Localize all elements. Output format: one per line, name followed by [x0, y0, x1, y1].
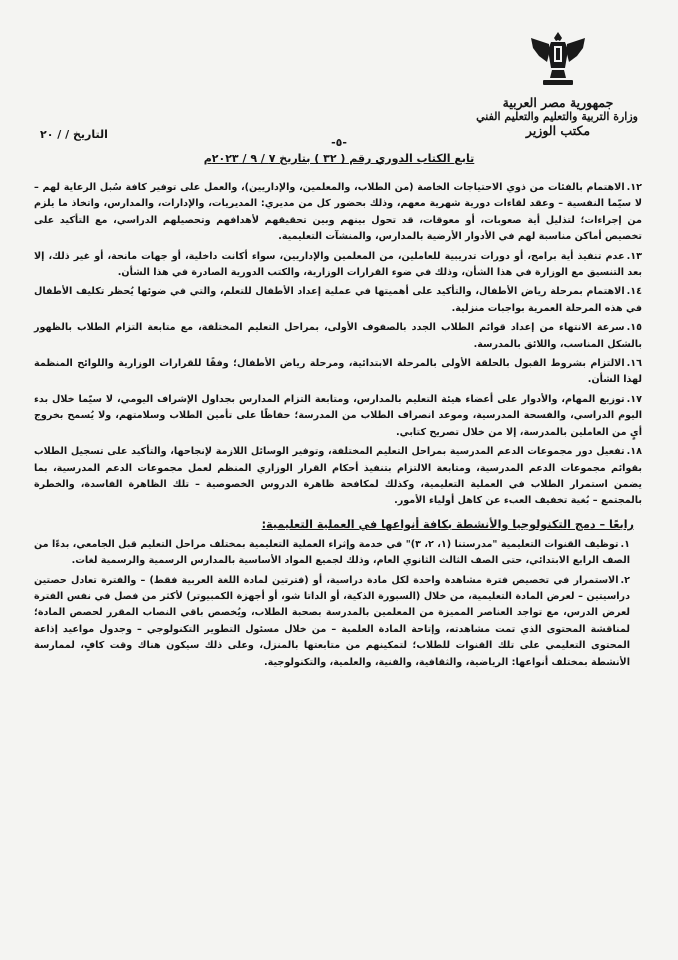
section-heading: رابعًا – دمج التكنولوجيا والأنشطة بكافة أنواعها في العملية التعليمية:: [261, 517, 634, 531]
item-number: ٢.: [620, 574, 630, 586]
list-item: [34, 284, 642, 317]
document-body: [34, 180, 642, 674]
list-item: [34, 356, 642, 389]
item-text: عدم تنفيذ أية برامج، أو دورات تدريبية للعاملين، من المعلمين والإداريين، سواء أكانت داخلية، أو جهات مانحة، أو غير ذلك، إلا بعد التنسيق مع الوزارة في هذا الشأن، وذلك في ضوء القرارات الوزارية، والكتب الدورية الصادرة في هذا الشأن.: [34, 250, 642, 279]
eagle-emblem-icon: [527, 28, 589, 90]
list-item: [34, 392, 642, 441]
item-text: الاستمرار في تخصيص فترة مشاهدة واحدة لكل مادة دراسية، أو (فترتين لمادة اللغة العربية فقط) – والفترة تعادل حصتين دراسيتين – لعرض المادة التعليمية، من خلال (السبورة الذكية، أو الداتا شو، أو أجهزة الكمبيوتر) لأكثر من فصل في نفس الفترة لعرض الدرس، مع تواجد العناصر المميزة من المعلمين بالمدرسة بصحبة الطلاب، ويُخصص باقي النصاب المقرر لحصص المادة؛ لمناقشة المحتوى الذي تمت مشاهدته، وإتاحة المادة العلمية – من خلال مسئول التطوير التكنولوجي – وجدول مواعيد إذاعة المحتوى التعليمي على تلك القنوات للطلاب؛ لتمكينهم من متابعتها بالمنزل، وعلى ذلك سيكون هناك وقت كافٍ، لممارسة الأنشطة بمختلف أنواعها: الرياضية، والثقافية، والفنية، والعلمية، والتكنولوجية.: [34, 574, 630, 668]
item-text: الاهتمام بمرحلة رياض الأطفال، والتأكيد على أهميتها في عملية إعداد الأطفال للتعلم، والتي في ضوئها يُحظر تكليف الأطفال في هذه المرحلة العمرية بواجبات منزلية.: [34, 286, 642, 314]
list-item: [34, 444, 642, 510]
list-item: [34, 320, 642, 353]
letterhead-line-ministry: وزارة التربية والتعليم والتعليم الفني: [476, 110, 638, 123]
letterhead-line-country: جمهورية مصر العربية: [502, 95, 614, 110]
item-text: تفعيل دور مجموعات الدعم المدرسية بمراحل التعليم المختلفة، وتوفير الوسائل اللازمة لإنجاحها، والتأكيد على تسجيل الطلاب بقوائم مجموعات الدعم المدرسية، ومتابعة الالتزام بتنفيذ أحكام القرار الوزاري المنظم لعمل مجموعات الدعم المدرسية، بما يضمن استمرار الطلاب في العملية التعليمية، وكذلك لمكافحة ظاهرة الدروس الخصوصية – تلك الظاهرة الفاسدة، والخطرة بالمجتمع – بُغية تخفيف العبء عن كاهل أولياء الأمور.: [34, 446, 642, 507]
date-field: التاريخ / / ٢٠: [40, 128, 108, 141]
item-number: ١٢.: [626, 182, 642, 193]
list-item: [34, 573, 642, 671]
item-number: ١٣.: [626, 250, 642, 262]
item-text: سرعة الانتهاء من إعداد قوائم الطلاب الجدد بالصفوف الأولى، بمراحل التعليم المختلفة، مع متابعة التزام الطلاب بالظهور بالشكل المناسب، واللائق بالمدرسة.: [34, 322, 642, 350]
page-number: -٥-: [331, 136, 347, 149]
item-number: ١.: [620, 538, 630, 550]
item-text: الاهتمام بالفئات من ذوي الاحتياجات الخاصة (من الطلاب، والمعلمين، والإداريين)، والعمل على توفير كافة سُبل الرعاية لهم – لا سيّما النفسية – وعقد لقاءات دورية شهرية معهم، وذلك بحضور كل من مديري: المديريات، والإدارات، والمدارس، واتخاذ ما يلزم من إجراءات؛ لتذليل أية صعوبات، أو معوقات، قد تحول بينهم وبين تحقيقهم لأهدافهم وتحصيلهم الدراسي، مع التأكيد على تخصيص أماكن مناسبة لهم في الأدوار الأرضية بالمدارس، والمنشآت التعليمية.: [34, 182, 642, 243]
list-item: [34, 249, 642, 282]
item-number: ١٧.: [626, 393, 642, 405]
letterhead: [478, 28, 638, 138]
list-item: [34, 180, 642, 246]
item-text: توزيع المهام، والأدوار على أعضاء هيئة التعليم بالمدارس، ومتابعة التزام المدارس بجداول الإشراف اليومي، لا سيّما خلال بدء اليوم الدراسي، والفسحة المدرسية، وموعد انصراف الطلاب من المدرسة؛ حفاظًا على تأمين الطلاب وسلامتهم، ولا يُسمح بخروج أيٍ من العاملين بالمدرسة، إلا من خلال تصريح كتابي.: [34, 393, 642, 438]
circular-subtitle: تابع الكتاب الدوري رقم ( ٣٢ ) بتاريخ ٧ / ٩ / ٢٠٢٣م: [203, 152, 475, 165]
item-number: ١٨.: [626, 446, 642, 458]
item-number: ١٤.: [626, 286, 642, 298]
item-text: توظيف القنوات التعليمية "مدرستنا (١، ٢، ٣)" في خدمة وإثراء العملية التعليمية بمختلف مراحل التعليم قبل الجامعي، بدءًا من الصف الرابع الابتدائي، حتى الصف الثالث الثانوي العام، وذلك لجميع المواد الأساسية بالمدارس الرسمية والرسمية لغات.: [34, 538, 630, 567]
item-number: ١٥.: [626, 322, 642, 334]
item-number: ١٦.: [626, 358, 642, 370]
item-text: الالتزام بشروط القبول بالحلقة الأولى بالمرحلة الابتدائية، ومرحلة رياض الأطفال؛ وفقًا للقرارات الوزارية واللوائح المنظمة لهذا الشأن.: [34, 358, 642, 386]
letterhead-line-office: مكتب الوزير: [525, 123, 591, 138]
list-item: [34, 537, 642, 570]
